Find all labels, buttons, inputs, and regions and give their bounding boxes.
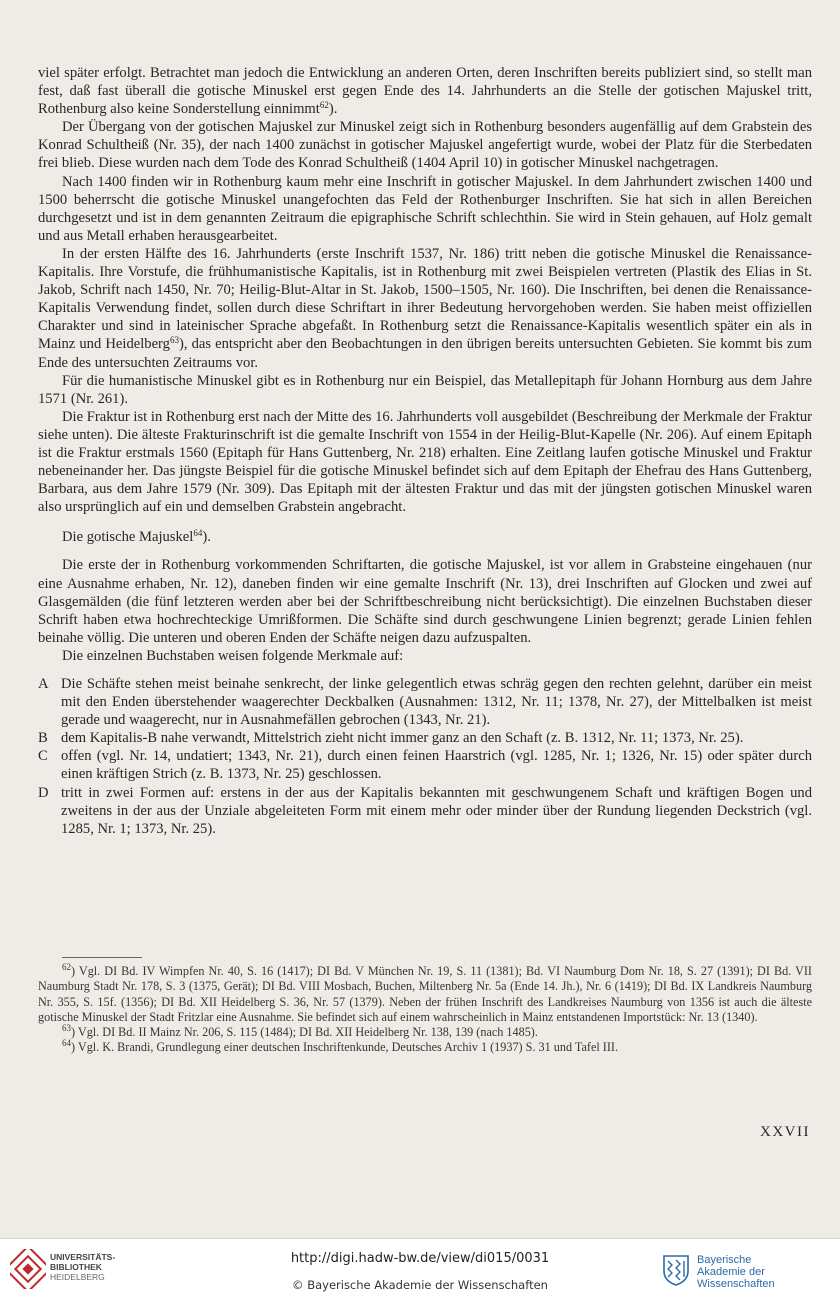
- footnote-mark: 62: [62, 962, 71, 972]
- footnote: $^{63}$) Vgl. DI Bd. II Mainz Nr. 206, S. 115 (1484); DI Bd. XII Heidelberg Nr. 138, 139 (nach 1485).: [62, 1023, 538, 1040]
- footnote-text: Vgl. DI Bd. II Mainz Nr. 206, S. 115 (1484); DI Bd. XII Heidelberg Nr. 138, 139 (nach 1485).: [77, 1025, 538, 1040]
- copyright-notice: © Bayerische Akademie der Wissenschaften: [292, 1278, 548, 1292]
- paragraph-1-end: ).: [328, 101, 338, 118]
- footnote-text: Vgl. K. Brandi, Grundlegung einer deutschen Inschriftenkunde, Deutsches Archiv 1 (1937) S. 31 und Tafel III.: [77, 1040, 619, 1055]
- footnote-text: Vgl. DI Bd. IV Wimpfen Nr. 40, S. 16 (1417); DI Bd. V München Nr. 19, S. 11 (1381); Bd. VI Naumburg Dom Nr. 18, S. 27 (1391); DI Bd. VII Naumburg Stadt Nr. 178, S. 3 (1375, Gerät); DI Bd. VIII Mosbach, Buchen, Miltenberg Nr. 5a (Ende 14. Jh.), Nr. 6 (1419); DI Bd. IX Landkreis Naumburg Nr. 355, S. 15f. (1356); DI Bd. XII Heidelberg S. 36, Nr. 57 (1379). Neben der frühen Inschrift des Landkreises Naumburg von 1356 ist auch die älteste gotische Minuskel der Stadt Fritzlar eine Ausnahme. Sie befindet sich auf einem wahrscheinlich in Mainz entstandenen Importstück: Nr. 13 (1340).: [38, 964, 812, 1024]
- library-name-line1: UNIVERSITÄTS-: [50, 1252, 116, 1262]
- feature-text: Die Schäfte stehen meist beinahe senkrecht, der linke gelegentlich etwas schräg gegen den rechten gelehnt, darüber ein meist mit den Enden überstehender waagerechter Deckbalken (Ausnahmen: 1312, Nr. 11; 1378, Nr. 27), der Mittelbalken ist meist gerade und waagerecht, nur in Ausnahmefällen gebrochen (1343, Nr. 21).: [61, 676, 812, 729]
- letter-feature-item: [38, 729, 812, 747]
- library-name-line2: BIBLIOTHEK: [50, 1262, 102, 1272]
- letter-feature-item: [38, 784, 812, 838]
- paragraph-4-text: In der ersten Hälfte des 16. Jahrhunderts (erste Inschrift 1537, Nr. 186) tritt neben die gotische Minuskel die Renaissance-Kapitalis. Ihre Vorstufe, die frühhumanistische Kapitalis, ist in Rothenburg mit zwei Beispielen vertreten (Plastik des Elias in St. Jakob, Schrift nach 1450, Nr. 70; Heilig-Blut-Altar in St. Jakob, 1500–1505, Nr. 160). Die Inschriften, bei denen die Renaissance-Kapitalis Verwendung findet, sollen durch diese Schriftart in ihrer Bedeutung hervorgehoben werden. Sie haben meist offiziellen Charakter und sind in lateinischer Sprache abgefaßt. In Rothenburg setzt die Renaissance-Kapitalis wesentlich später ein als in Mainz und Heidelberg: [38, 245, 812, 353]
- paragraph-7: Die erste der in Rothenburg vorkommenden Schriftarten, die gotische Majuskel, ist vor allem in Grabsteine eingehauen (nur eine Ausnahme erhaben, Nr. 12), daneben finden wir eine gemalte Inschrift (Nr. 13), drei Inschriften auf Glocken und zwei auf Glasgemälden (die fünf letzteren werden aber bei der Schriftbeschreibung nicht berücksichtigt). Die einzelnen Buchstaben dieser Schrift haben etwa hochrechteckige Umrißformen. Die Schäfte sind durch geschwungene Linien begrenzt; gerade Linien fehlen beinahe völlig. Die unteren und oberen Enden der Schäfte neigen dazu aufzuspalten.: [38, 557, 812, 646]
- paragraph-2: Der Übergang von der gotischen Majuskel zur Minuskel zeigt sich in Rothenburg besonders augenfällig auf dem Grabstein des Konrad Schultheiß (Nr. 35), der nach 1400 zunächst in gotischer Majuskel angefertigt wurde, wobei der Platz für die Sterbedaten frei blieb. Diese wurden nach dem Tode des Konrad Schultheiß (1404 April 10) in gotischer Minuskel nachgetragen.: [38, 119, 812, 172]
- footnote-divider: [62, 957, 142, 958]
- feature-letter: A: [38, 676, 49, 692]
- paragraph-6: Die Fraktur ist in Rothenburg erst nach der Mitte des 16. Jahrhunderts voll ausgebildet (Beschreibung der Merkmale der Fraktur siehe unten). Die älteste Frakturinschrift ist die gemalte Inschrift von 1554 in der Heilig-Blut-Kapelle (Nr. 206). Auf einem Epitaph ist die Fraktur erstmals 1560 (Epitaph für Hans Guttenberg, Nr. 218) erhalten. Eine Zeitlang laufen gotische Minuskel und Fraktur nebeneinander her. Das jüngste Beispiel für die gotische Minuskel befindet sich auf dem Epitaph der Ehefrau des Hans Guttenberg, Barbara, aus dem Jahre 1579 (Nr. 309). Das Epitaph mit der ältesten Fraktur und das mit der jüngsten gotischen Minuskel waren also ursprünglich auf ein und demselben Grabstein angebracht.: [38, 408, 812, 516]
- footnote-ref-62[interactable]: 62: [319, 100, 329, 111]
- viewer-footer: [0, 1238, 840, 1299]
- paragraph-1-text: viel später erfolgt. Betrachtet man jedoch die Entwicklung an anderen Orten, deren Inschriften bereits publiziert sind, so stellt man fest, daß fast überall die gotische Minuskel erst gegen Ende des 14. Jahrhunderts an die Stelle der gotischen Majuskel tritt, Rothenburg also keine Sonderstellung einnimmt: [38, 65, 812, 118]
- section-heading: [38, 528, 812, 546]
- paragraph-8: Die einzelnen Buchstaben weisen folgende Merkmale auf:: [62, 647, 404, 664]
- paragraph-1: [38, 64, 812, 118]
- footnotes: [38, 964, 812, 1056]
- document-url-link[interactable]: http://digi.hadw-bw.de/view/di015/0031: [290, 1251, 550, 1266]
- academy-logo-icon[interactable]: [660, 1253, 692, 1287]
- feature-letter: C: [38, 748, 48, 765]
- paragraph-4: [38, 245, 812, 372]
- library-name-line3: HEIDELBERG: [50, 1272, 105, 1282]
- feature-letter: B: [38, 730, 48, 747]
- section-heading-end: ).: [202, 529, 211, 546]
- letter-features-list: [38, 675, 812, 838]
- letter-feature-item: [38, 675, 812, 729]
- academy-name-line2: Akademie der Wissenschaften: [697, 1266, 775, 1290]
- feature-letter: D: [38, 784, 49, 801]
- paragraph-4-text-cont: ), das entspricht aber den Beobachtungen in den übrigen bereits untersuchten Gebieten. Sie kommt bis zum Ende des untersuchten Zeitraums vor.: [38, 336, 812, 371]
- feature-text: tritt in zwei Formen auf: erstens in der aus der Kapitalis bekannten mit geschwungenem Schaft und kräftigen Bogen und zweitens in der aus der Unziale abgeleiteten Form mit einem mehr oder minder über der Rundung liegenden Deckstrich (vgl. 1285, Nr. 1; 1373, Nr. 25).: [61, 784, 812, 837]
- footnote-ref-64[interactable]: 64: [193, 528, 203, 539]
- footnote: $^{64}$) Vgl. K. Brandi, Grundlegung einer deutschen Inschriftenkunde, Deutsches Archiv 1 (1937) S. 31 und Tafel III.: [62, 1038, 619, 1055]
- footnote-ref-63[interactable]: 63: [169, 335, 179, 346]
- footnote: $^{62}$) Vgl. DI Bd. IV Wimpfen Nr. 40, S. 16 (1417); DI Bd. V München Nr. 19, S. 11 (1381); Bd. VI Naumburg Dom Nr. 18, S. 27 (1391); DI Bd. VII Naumburg Stadt Nr. 178, S. 3 (1375, Gerät); DI Bd. VIII Mosbach, Buchen, Miltenberg Nr. 5a (Ende 14. Jh.), Nr. 6 (1419); DI Bd. IX Landkreis Naumburg Nr. 355, S. 15f. (1356); DI Bd. XII Heidelberg S. 36, Nr. 57 (1379). Neben der frühen Inschrift des Landkreises Naumburg von 1356 ist auch die älteste gotische Minuskel der Stadt Fritzlar eine Ausnahme. Sie befindet sich auf einem wahrscheinlich in Mainz entstandenen Importstück: Nr. 13 (1340).: [38, 962, 812, 1024]
- page-number: XXVII: [760, 1124, 810, 1140]
- letter-feature-item: [38, 747, 812, 783]
- body-text: [38, 64, 812, 838]
- feature-text: dem Kapitalis-B nahe verwandt, Mittelstrich zieht nicht immer ganz an den Schaft (z. B. 1312, Nr. 11; 1373, Nr. 25).: [61, 730, 744, 747]
- academy-name-line1: Bayerische: [697, 1254, 752, 1266]
- paragraph-5: Für die humanistische Minuskel gibt es in Rothenburg nur ein Beispiel, das Metallepitaph für Johann Hornburg aus dem Jahre 1571 (Nr. 261).: [38, 372, 812, 407]
- academy-name[interactable]: [697, 1254, 840, 1290]
- section-heading-text: Die gotische Majuskel: [62, 529, 194, 546]
- footnote-mark: 63: [62, 1023, 71, 1034]
- paragraph-3: Nach 1400 finden wir in Rothenburg kaum mehr eine Inschrift in gotischer Majuskel. In dem Jahrhundert zwischen 1400 und 1500 beherrscht die gotische Minuskel unangefochten das Feld der Rothenburger Inschriften. Sie hat sich in allen Bereichen durchgesetzt und ist in dem genannten Zeitraum die epigraphische Schrift schlechthin. Sie wird in Stein gehauen, auf Holz gemalt und aus Metall erhaben herausgearbeitet.: [38, 173, 812, 244]
- feature-text: offen (vgl. Nr. 14, undatiert; 1343, Nr. 21), durch einen feinen Haarstrich (vgl. 1285, Nr. 1; 1326, Nr. 15) oder später durch einen kräftigen Strich (z. B. 1373, Nr. 25) geschlossen.: [61, 748, 812, 783]
- footnote-mark: 64: [62, 1038, 71, 1049]
